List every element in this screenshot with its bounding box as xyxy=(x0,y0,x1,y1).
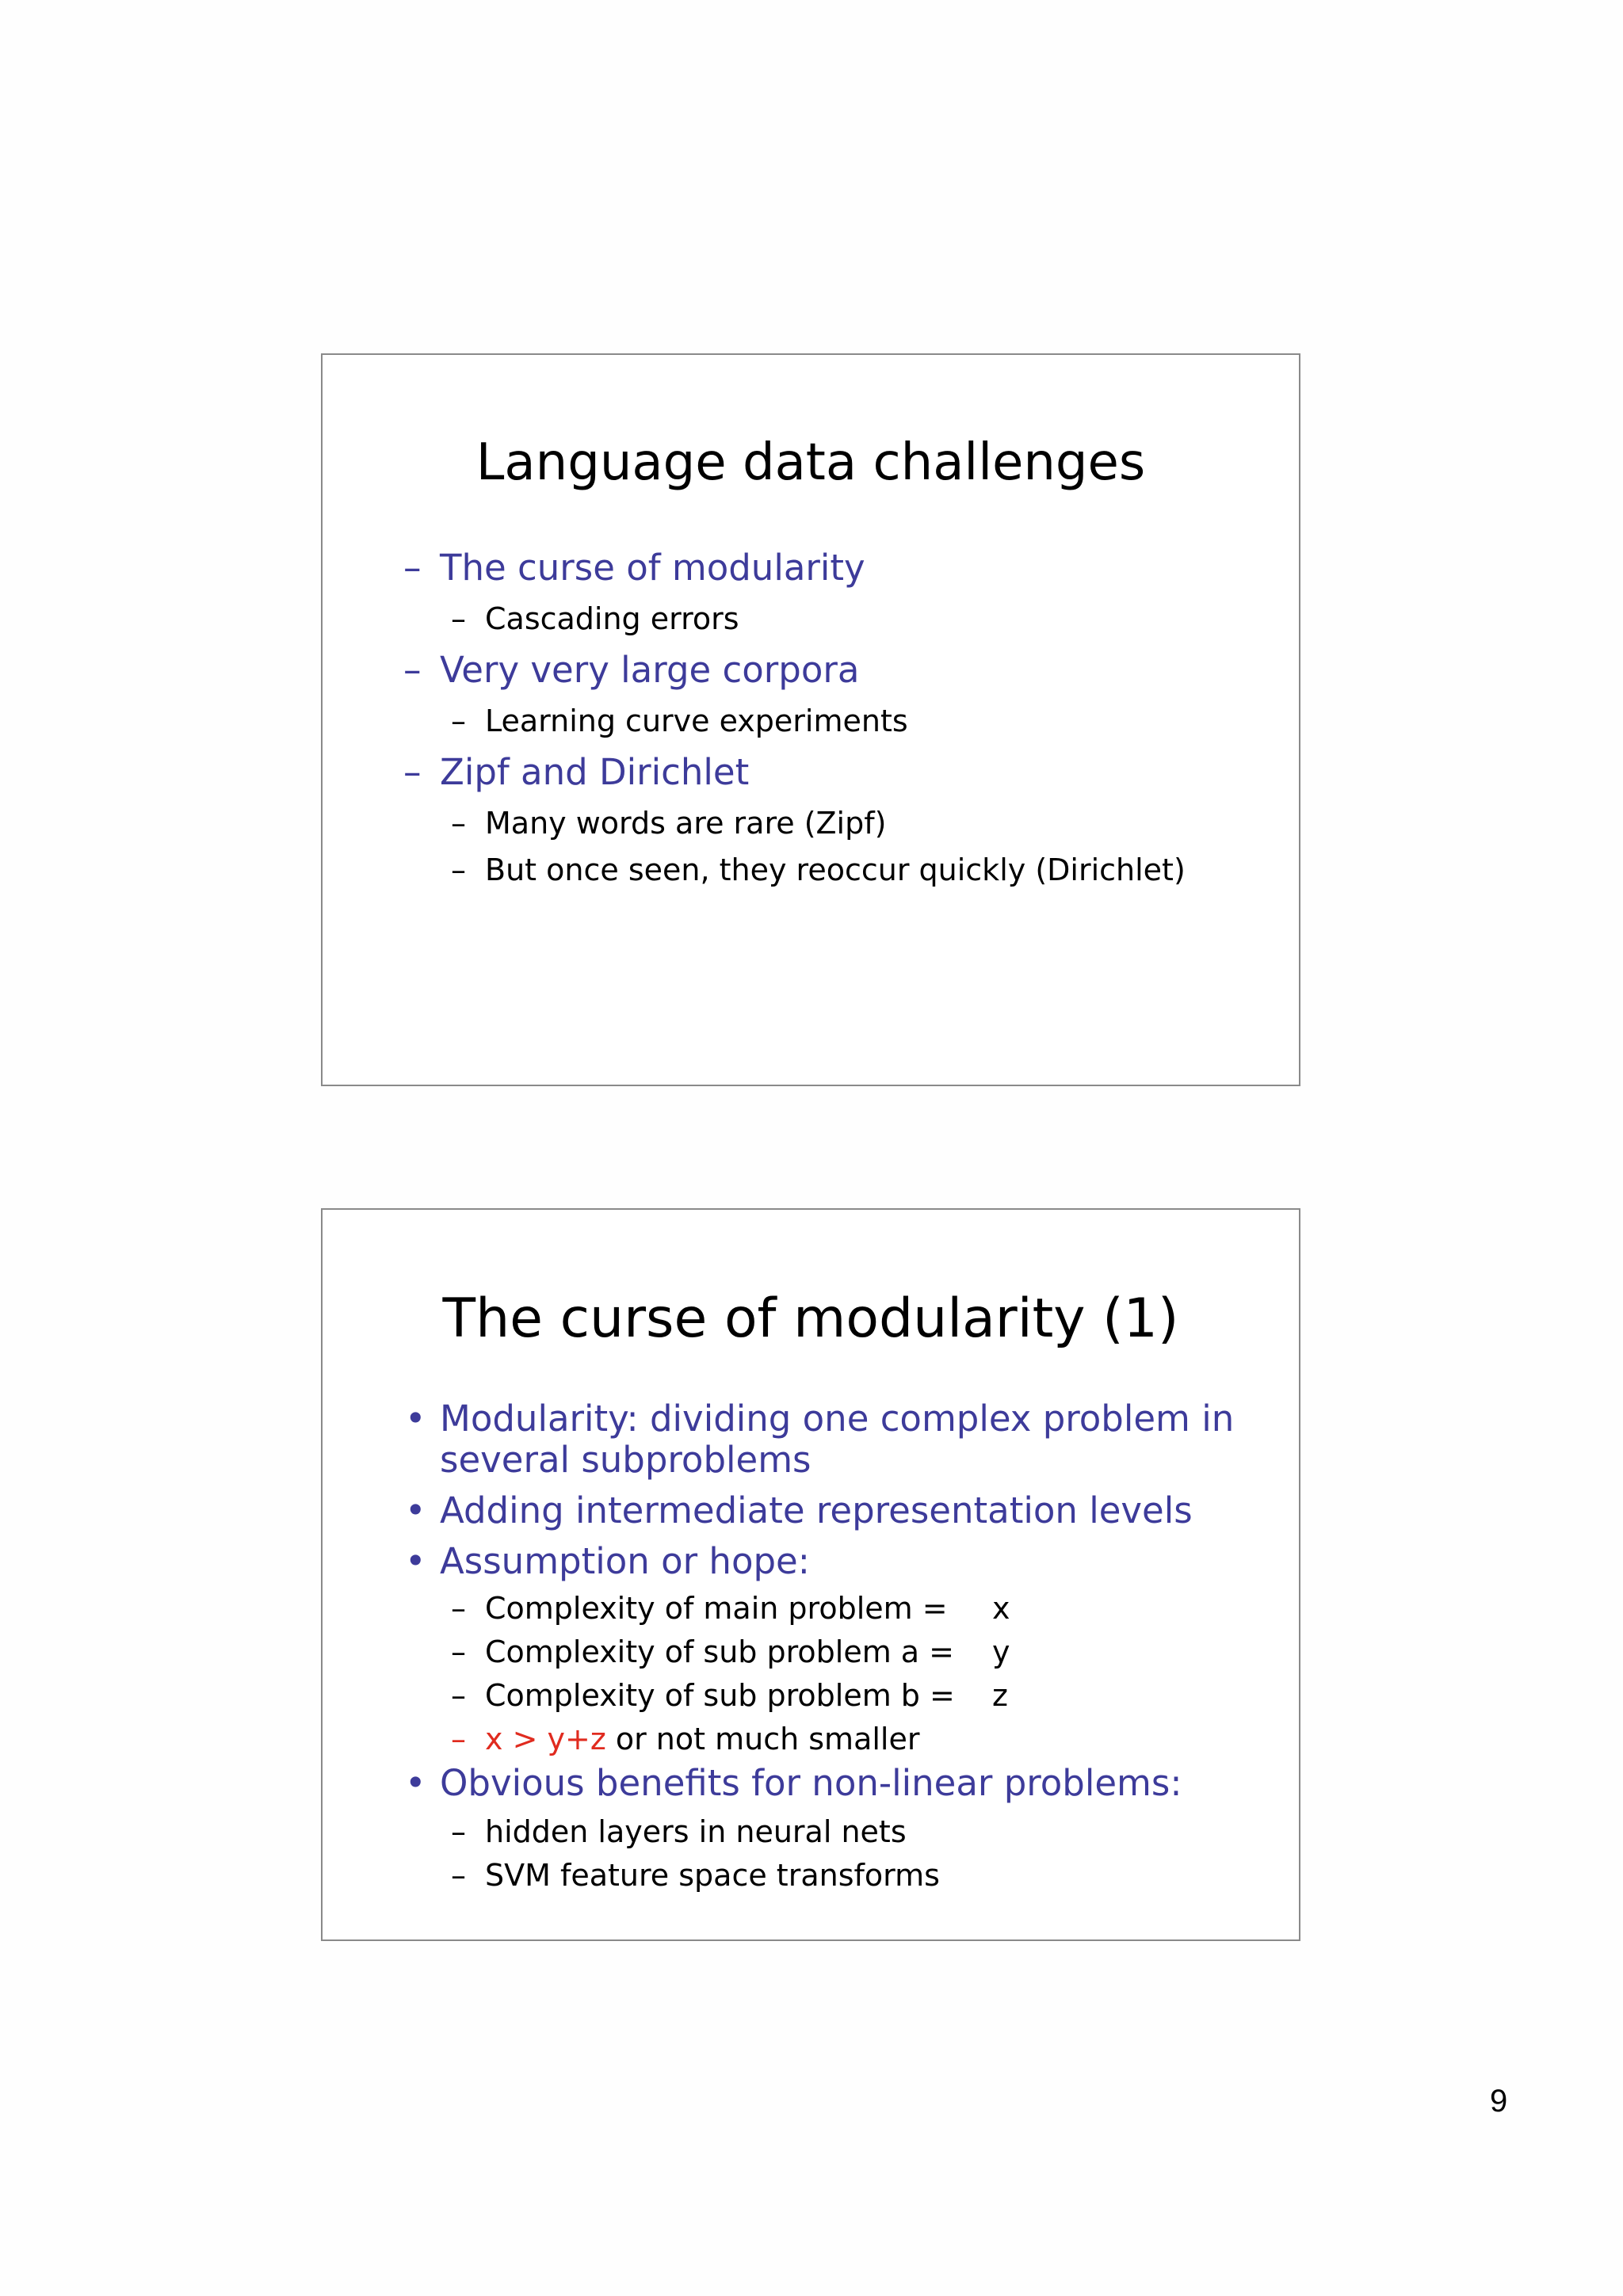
item-text: several subproblems xyxy=(440,1439,812,1481)
item-text: The curse of modularity xyxy=(440,547,865,589)
dash-marker: – xyxy=(451,852,466,887)
dash-marker: – xyxy=(403,649,422,691)
complexity-label: Complexity of sub problem a = xyxy=(485,1634,955,1669)
slide-language-data-challenges xyxy=(321,353,1300,1086)
complexity-label: Complexity of main problem = xyxy=(485,1591,948,1626)
item-text: Zipf and Dirichlet xyxy=(440,751,750,793)
dash-marker: – xyxy=(451,1634,466,1669)
item-text: Very very large corpora xyxy=(440,649,860,691)
item-text: hidden layers in neural nets xyxy=(485,1814,907,1849)
bullet-marker: • xyxy=(405,1489,426,1531)
dash-marker: – xyxy=(451,601,466,636)
dash-marker: – xyxy=(451,1678,466,1713)
item-text: Many words are rare (Zipf) xyxy=(485,806,887,841)
item-text: Assumption or hope: xyxy=(440,1540,810,1582)
bullet-marker: • xyxy=(405,1540,426,1582)
dash-marker: – xyxy=(451,806,466,841)
inequality-rest: or not much smaller xyxy=(605,1722,920,1756)
complexity-label: Complexity of sub problem b = xyxy=(485,1678,955,1713)
dash-marker: – xyxy=(451,1722,466,1756)
item-text: But once seen, they reoccur quickly (Dirichlet) xyxy=(485,852,1186,887)
bullet-marker: • xyxy=(405,1762,426,1804)
item-text: Obvious benefits for non-linear problems: xyxy=(440,1762,1182,1804)
slide-curse-of-modularity xyxy=(321,1208,1300,1941)
item-text: Learning curve experiments xyxy=(485,704,908,738)
dash-marker: – xyxy=(451,1814,466,1849)
dash-marker: – xyxy=(403,547,422,589)
complexity-value: z xyxy=(992,1678,1008,1713)
dash-marker: – xyxy=(403,751,422,793)
inequality-highlight: x > y+z xyxy=(485,1722,606,1756)
dash-marker: – xyxy=(451,1858,466,1893)
slide-title: The curse of modularity (1) xyxy=(442,1287,1179,1350)
item-text: Modularity: dividing one complex problem in xyxy=(440,1398,1235,1440)
item-text: SVM feature space transforms xyxy=(485,1858,940,1893)
dash-marker: – xyxy=(451,704,466,738)
item-text: Adding intermediate representation levels xyxy=(440,1489,1193,1531)
bullet-marker: • xyxy=(405,1398,426,1440)
dash-marker: – xyxy=(451,1591,466,1626)
item-text: Cascading errors xyxy=(485,601,739,636)
complexity-value: y xyxy=(992,1634,1010,1669)
page-number: 9 xyxy=(1490,2084,1508,2119)
slide-title: Language data challenges xyxy=(475,433,1146,492)
complexity-value: x xyxy=(992,1591,1010,1626)
